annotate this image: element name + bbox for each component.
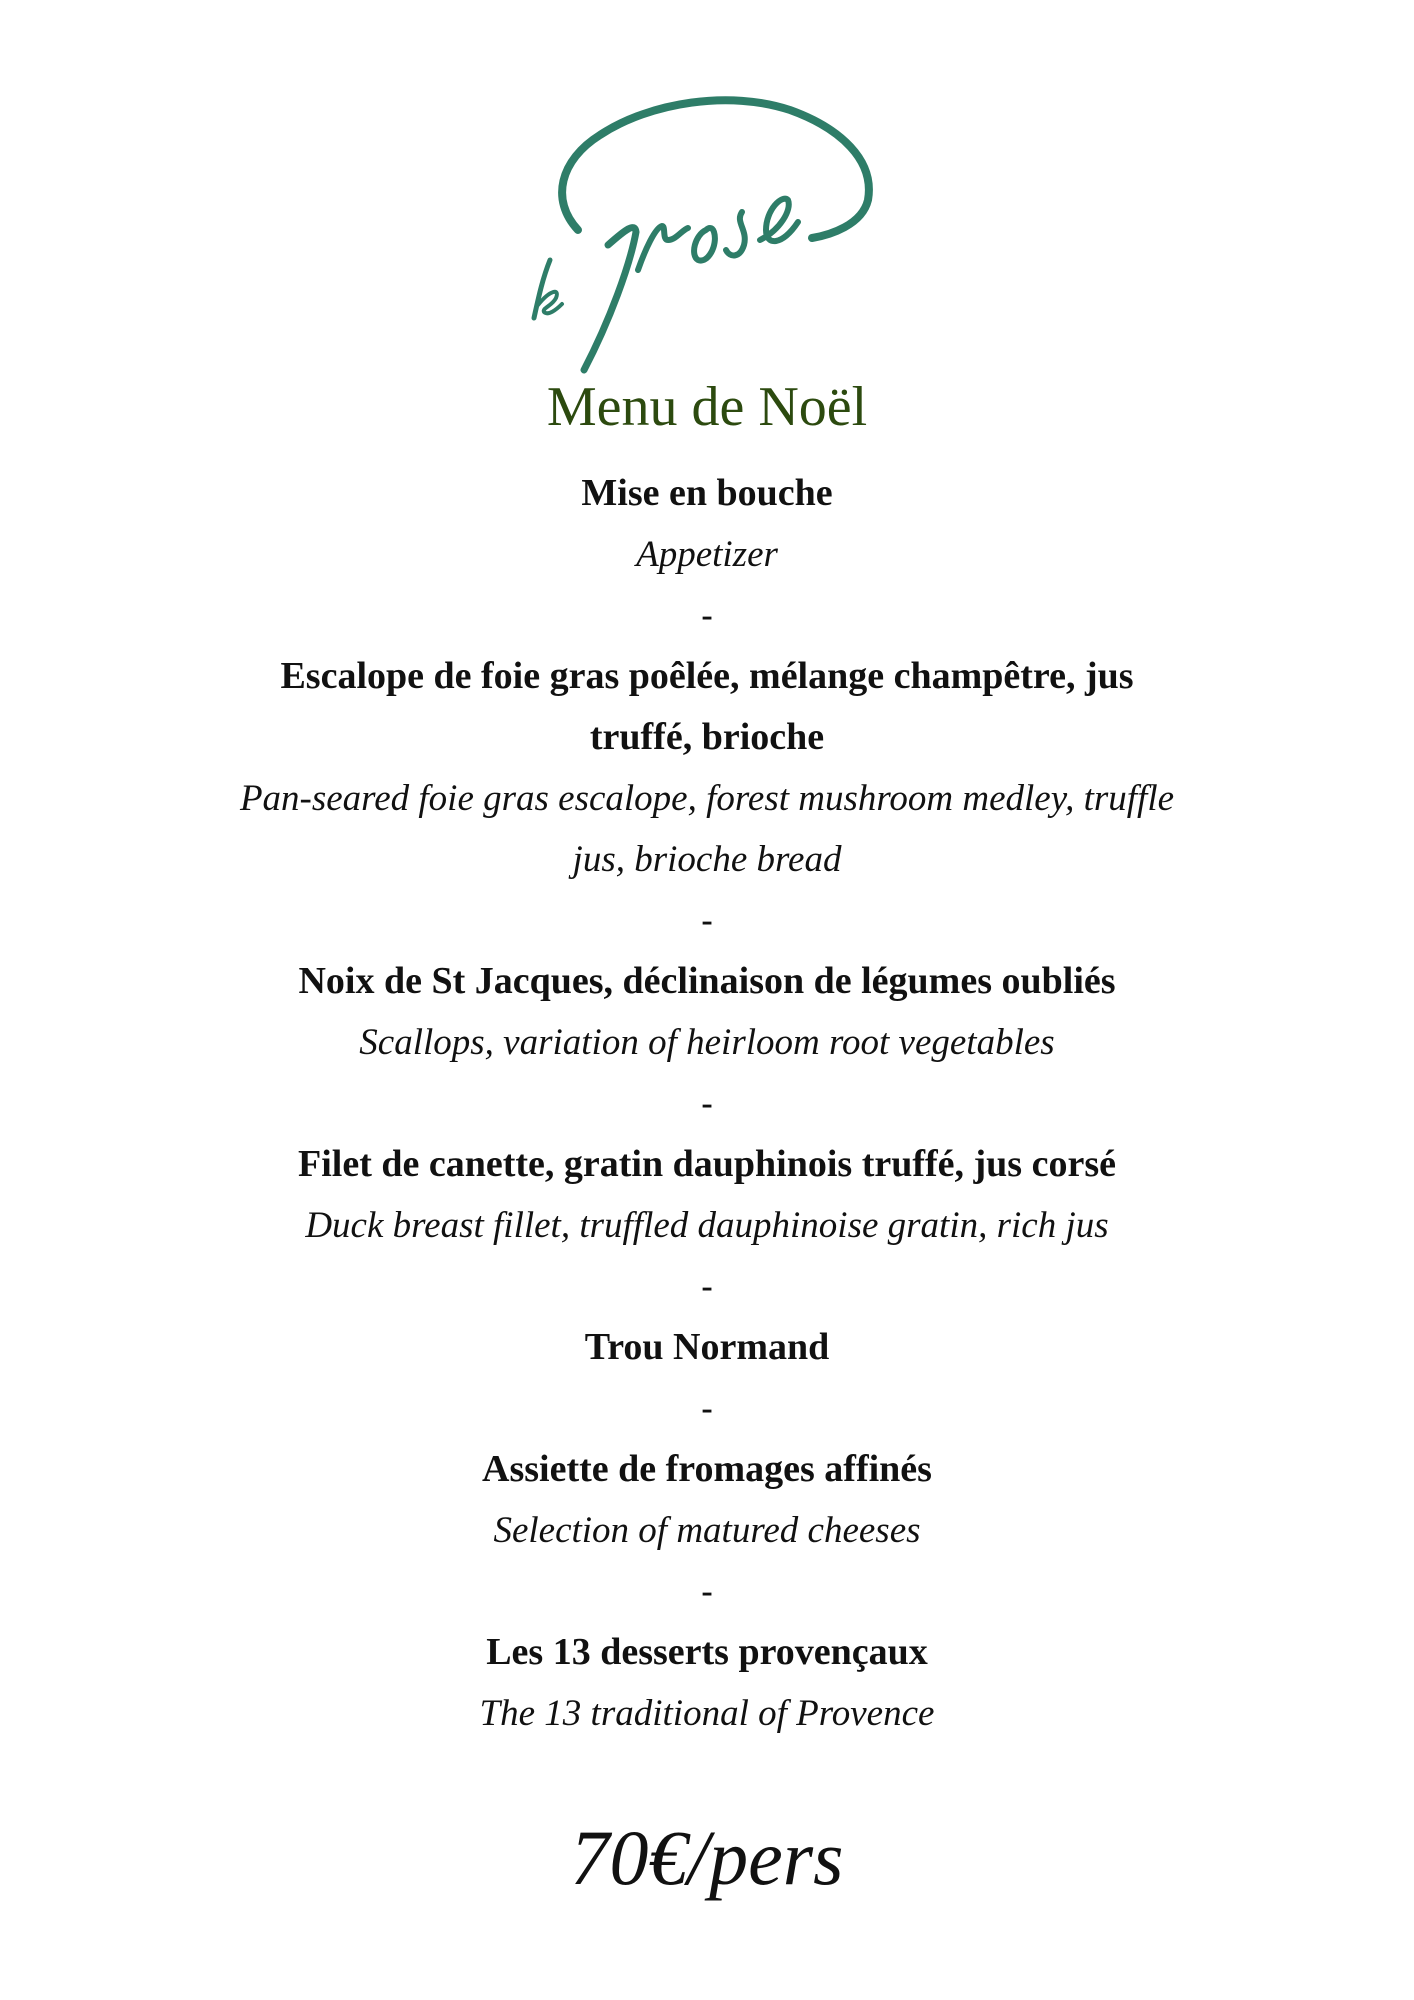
course-translation-cont: jus, brioche bread bbox=[572, 839, 842, 880]
course-foie-gras bbox=[0, 646, 1414, 890]
separator: - bbox=[701, 1085, 713, 1122]
price: 70€/pers bbox=[570, 1814, 844, 1901]
menu-list bbox=[0, 463, 1414, 1744]
separator: - bbox=[701, 902, 713, 939]
course-st-jacques bbox=[0, 951, 1414, 1073]
course-name: Noix de St Jacques, déclinaison de légumes oubliés bbox=[298, 960, 1116, 1002]
separator: - bbox=[701, 1390, 713, 1427]
course-canette bbox=[0, 1134, 1414, 1256]
course-translation: Pan-seared foie gras escalope, forest mushroom medley, truffle bbox=[239, 778, 1175, 819]
logo-icon bbox=[530, 90, 890, 380]
course-name: Mise en bouche bbox=[581, 472, 833, 514]
course-name: Assiette de fromages affinés bbox=[482, 1448, 932, 1490]
separator: - bbox=[701, 1268, 713, 1305]
course-desserts bbox=[0, 1622, 1414, 1744]
course-mise-en-bouche bbox=[0, 463, 1414, 585]
separator: - bbox=[701, 597, 713, 634]
course-translation: The 13 traditional of Provence bbox=[479, 1693, 935, 1734]
separator: - bbox=[701, 1573, 713, 1610]
course-name: Les 13 desserts provençaux bbox=[486, 1631, 928, 1673]
course-translation: Appetizer bbox=[636, 534, 778, 575]
course-name: Escalope de foie gras poêlée, mélange champêtre, jus bbox=[280, 655, 1134, 697]
course-fromages bbox=[0, 1439, 1414, 1561]
course-translation: Scallops, variation of heirloom root vegetables bbox=[359, 1022, 1055, 1063]
course-name: Filet de canette, gratin dauphinois truffé, jus corsé bbox=[298, 1143, 1116, 1185]
course-translation: Duck breast fillet, truffled dauphinoise gratin, rich jus bbox=[305, 1205, 1109, 1246]
course-name-cont: truffé, brioche bbox=[589, 716, 825, 758]
page-title: Menu de Noël bbox=[546, 376, 868, 438]
course-translation: Selection of matured cheeses bbox=[493, 1510, 921, 1551]
le-prose-logo bbox=[530, 90, 890, 380]
course-name: Trou Normand bbox=[584, 1326, 830, 1368]
course-trou-normand bbox=[0, 1317, 1414, 1378]
